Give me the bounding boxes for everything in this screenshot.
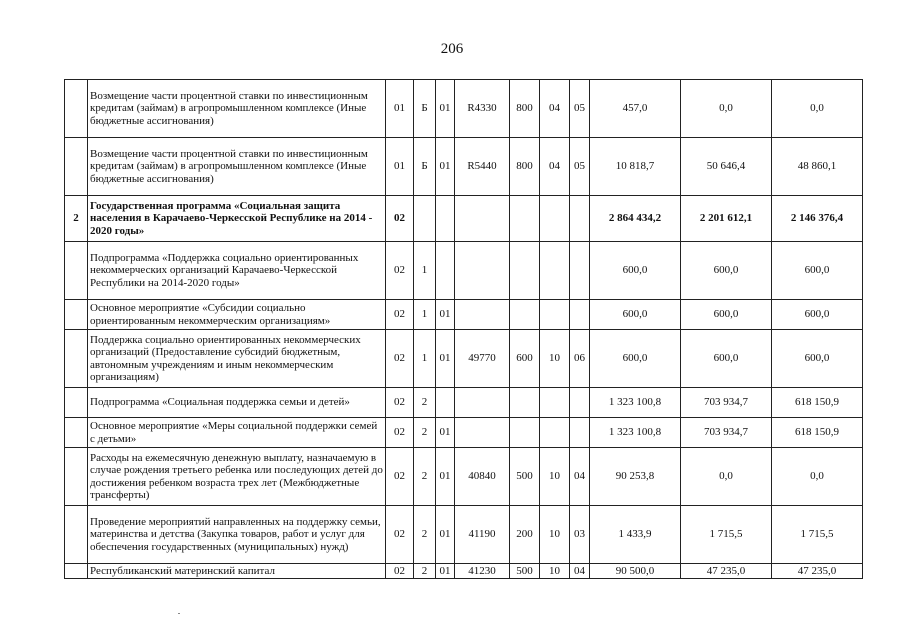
section: [540, 418, 570, 448]
expense-type: [510, 242, 540, 300]
amount-year-3: 600,0: [772, 300, 863, 330]
amount-year-1: 2 864 434,2: [590, 196, 681, 242]
subprogram-code: 1: [414, 242, 436, 300]
activity-code: 01: [436, 564, 455, 579]
expense-type: 800: [510, 138, 540, 196]
activity-code: 01: [436, 138, 455, 196]
amount-year-1: 90 500,0: [590, 564, 681, 579]
section: 10: [540, 564, 570, 579]
direction-code: 41230: [455, 564, 510, 579]
section: [540, 242, 570, 300]
amount-year-1: 600,0: [590, 300, 681, 330]
table-row: [65, 138, 863, 196]
subprogram-code: 1: [414, 330, 436, 388]
direction-code: 41190: [455, 506, 510, 564]
section: 04: [540, 138, 570, 196]
budget-table: [64, 79, 863, 579]
row-number: [65, 564, 88, 579]
subprogram-code: 2: [414, 506, 436, 564]
activity-code: 01: [436, 80, 455, 138]
program-code: 02: [386, 506, 414, 564]
section: 04: [540, 80, 570, 138]
direction-code: R5440: [455, 138, 510, 196]
amount-year-1: 600,0: [590, 330, 681, 388]
subprogram-code: [414, 196, 436, 242]
section: 10: [540, 506, 570, 564]
item-name: Подпрограмма «Социальная поддержка семьи и детей»: [88, 388, 386, 418]
amount-year-2: 703 934,7: [681, 388, 772, 418]
table-row: [65, 196, 863, 242]
subsection: 04: [570, 564, 590, 579]
table-row: [65, 388, 863, 418]
direction-code: [455, 388, 510, 418]
expense-type: 500: [510, 448, 540, 506]
amount-year-2: 47 235,0: [681, 564, 772, 579]
row-number: [65, 242, 88, 300]
amount-year-1: 1 323 100,8: [590, 388, 681, 418]
program-code: 02: [386, 564, 414, 579]
row-number: [65, 300, 88, 330]
row-number: [65, 330, 88, 388]
activity-code: [436, 196, 455, 242]
amount-year-2: 600,0: [681, 300, 772, 330]
table-body: [65, 80, 863, 579]
activity-code: 01: [436, 330, 455, 388]
subprogram-code: 2: [414, 448, 436, 506]
amount-year-3: 47 235,0: [772, 564, 863, 579]
amount-year-1: 600,0: [590, 242, 681, 300]
amount-year-3: 48 860,1: [772, 138, 863, 196]
expense-type: 600: [510, 330, 540, 388]
activity-code: 01: [436, 506, 455, 564]
row-number: 2: [65, 196, 88, 242]
amount-year-2: 600,0: [681, 242, 772, 300]
row-number: [65, 138, 88, 196]
subsection: [570, 300, 590, 330]
subsection: [570, 242, 590, 300]
amount-year-3: 2 146 376,4: [772, 196, 863, 242]
activity-code: [436, 242, 455, 300]
section: [540, 388, 570, 418]
program-code: 01: [386, 80, 414, 138]
amount-year-1: 1 433,9: [590, 506, 681, 564]
table-row: [65, 242, 863, 300]
section: [540, 300, 570, 330]
direction-code: 40840: [455, 448, 510, 506]
direction-code: 49770: [455, 330, 510, 388]
amount-year-3: 600,0: [772, 242, 863, 300]
item-name: Возмещение части процентной ставки по инвестиционным кредитам (займам) в агропромышленном комплексе (Иные бюджетные ассигнования): [88, 138, 386, 196]
expense-type: [510, 300, 540, 330]
amount-year-2: 1 715,5: [681, 506, 772, 564]
program-code: 02: [386, 330, 414, 388]
subsection: 05: [570, 138, 590, 196]
item-name: Проведение мероприятий направленных на поддержку семьи, материнства и детства (Закупка товаров, работ и услуг для обеспечения государственных (муниципальных) нужд): [88, 506, 386, 564]
amount-year-1: 1 323 100,8: [590, 418, 681, 448]
amount-year-3: 0,0: [772, 448, 863, 506]
activity-code: 01: [436, 418, 455, 448]
expense-type: [510, 418, 540, 448]
section: 10: [540, 448, 570, 506]
subprogram-code: Б: [414, 80, 436, 138]
activity-code: 01: [436, 448, 455, 506]
table-row: [65, 418, 863, 448]
item-name: Республиканский материнский капитал: [88, 564, 386, 579]
direction-code: [455, 300, 510, 330]
item-name: Расходы на ежемесячную денежную выплату, назначаемую в случае рождения третьего ребенка или последующих детей до достижения ребенком возраста трех лет (Межбюджетные трансферты): [88, 448, 386, 506]
expense-type: [510, 196, 540, 242]
table-row: [65, 448, 863, 506]
table-row: [65, 564, 863, 579]
program-code: 02: [386, 448, 414, 506]
direction-code: [455, 242, 510, 300]
amount-year-3: 618 150,9: [772, 388, 863, 418]
page-number: 206: [440, 41, 464, 57]
subsection: [570, 418, 590, 448]
expense-type: 800: [510, 80, 540, 138]
row-number: [65, 388, 88, 418]
subprogram-code: 2: [414, 418, 436, 448]
item-name: Возмещение части процентной ставки по инвестиционным кредитам (займам) в агропромышленном комплексе (Иные бюджетные ассигнования): [88, 80, 386, 138]
activity-code: 01: [436, 300, 455, 330]
amount-year-1: 10 818,7: [590, 138, 681, 196]
program-code: 02: [386, 388, 414, 418]
subsection: [570, 388, 590, 418]
expense-type: [510, 388, 540, 418]
expense-type: 500: [510, 564, 540, 579]
item-name: Государственная программа «Социальная защита населения в Карачаево-Черкесской Республике на 2014 - 2020 годы»: [88, 196, 386, 242]
amount-year-3: 600,0: [772, 330, 863, 388]
expense-type: 200: [510, 506, 540, 564]
direction-code: [455, 418, 510, 448]
subprogram-code: Б: [414, 138, 436, 196]
direction-code: R4330: [455, 80, 510, 138]
program-code: 02: [386, 300, 414, 330]
amount-year-2: 703 934,7: [681, 418, 772, 448]
program-code: 02: [386, 242, 414, 300]
subsection: 03: [570, 506, 590, 564]
amount-year-2: 50 646,4: [681, 138, 772, 196]
subsection: 05: [570, 80, 590, 138]
amount-year-2: 0,0: [681, 80, 772, 138]
scan-speck: [178, 613, 180, 614]
direction-code: [455, 196, 510, 242]
item-name: Основное мероприятие «Субсидии социально ориентированным некоммерческим организациям»: [88, 300, 386, 330]
subprogram-code: 2: [414, 564, 436, 579]
subsection: [570, 196, 590, 242]
amount-year-3: 1 715,5: [772, 506, 863, 564]
amount-year-2: 0,0: [681, 448, 772, 506]
subprogram-code: 2: [414, 388, 436, 418]
amount-year-1: 457,0: [590, 80, 681, 138]
amount-year-2: 600,0: [681, 330, 772, 388]
table-row: [65, 80, 863, 138]
section: 10: [540, 330, 570, 388]
item-name: Подпрограмма «Поддержка социально ориентированных некоммерческих организаций Карачаево-Черкесской Республики на 2014-2020 годы»: [88, 242, 386, 300]
program-code: 02: [386, 418, 414, 448]
subsection: 06: [570, 330, 590, 388]
table-row: [65, 506, 863, 564]
table-row: [65, 330, 863, 388]
amount-year-3: 618 150,9: [772, 418, 863, 448]
program-code: 01: [386, 138, 414, 196]
item-name: Поддержка социально ориентированных некоммерческих организаций (Предоставление субсидий бюджетным, автономным учреждениям и иным некоммерческим организациям): [88, 330, 386, 388]
amount-year-2: 2 201 612,1: [681, 196, 772, 242]
subprogram-code: 1: [414, 300, 436, 330]
activity-code: [436, 388, 455, 418]
row-number: [65, 80, 88, 138]
row-number: [65, 506, 88, 564]
table-row: [65, 300, 863, 330]
amount-year-1: 90 253,8: [590, 448, 681, 506]
subsection: 04: [570, 448, 590, 506]
program-code: 02: [386, 196, 414, 242]
row-number: [65, 448, 88, 506]
section: [540, 196, 570, 242]
amount-year-3: 0,0: [772, 80, 863, 138]
item-name: Основное мероприятие «Меры социальной поддержки семей с детьми»: [88, 418, 386, 448]
row-number: [65, 418, 88, 448]
